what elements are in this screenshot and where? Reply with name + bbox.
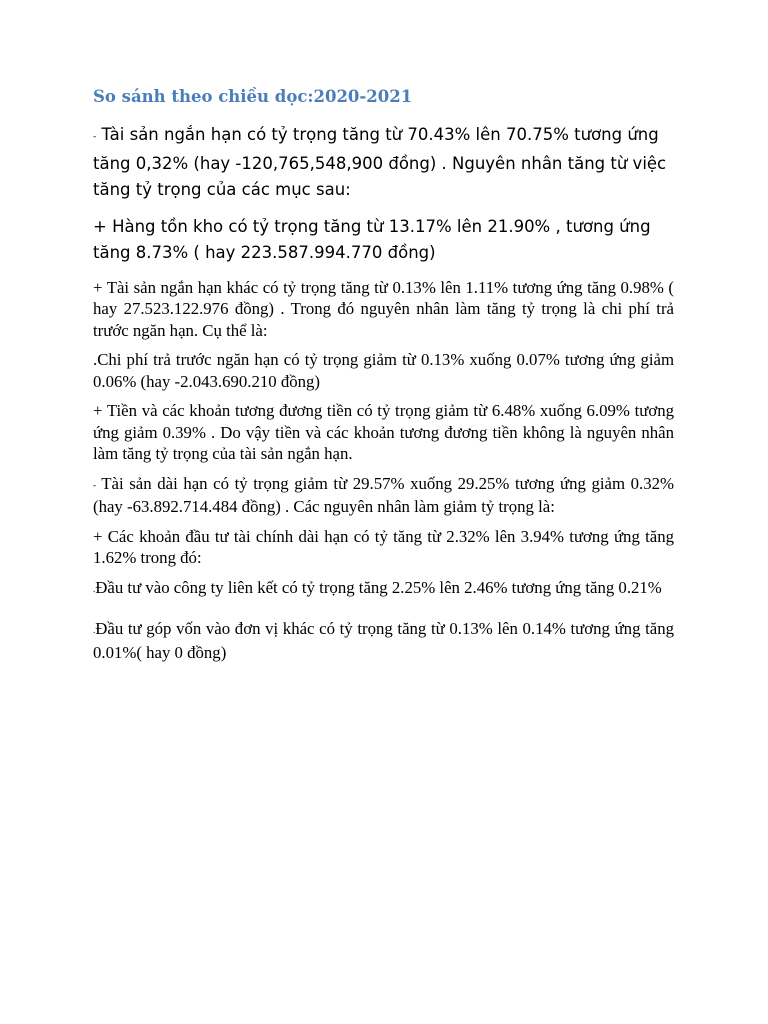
paragraph-text: + Tài sản ngắn hạn khác có tỷ trọng tăng từ 0.13% lên 1.11% tương ứng tăng 0.98% ( hay 27.523.122.976 đồng) . Trong đó nguyên nhân làm tăng tỷ trọng là chi phí trả trước ngăn hạn. Cụ thể là: bbox=[93, 277, 674, 340]
paragraph-text: + Tiền và các khoản tương đương tiền có tỷ trọng giảm từ 6.48% xuống 6.09% tương ứng giảm 0.39% . Do vậy tiền và các khoản tương đương tiền không là nguyên nhân làm tăng tỷ trọng của tài sản ngắn hạn. bbox=[93, 401, 674, 463]
page-title: So sánh theo chiều dọc:2020-2021 bbox=[93, 87, 413, 106]
paragraph-text: .Chi phí trả trước ngăn hạn có tỷ trọng giảm từ 0.13% xuống 0.07% tương ứng giảm 0.06% (hay -2.043.690.210 đồng) bbox=[93, 350, 674, 391]
paragraph-text: Tài sản dài hạn có tỷ trọng giảm từ 29.57% xuống 29.25% tương ứng giảm 0.32% (hay -63.892.714.484 đồng) . Các nguyên nhân làm giảm tỷ trọng là: bbox=[93, 473, 674, 516]
paragraph-long-term-investments bbox=[93, 526, 674, 569]
bullet-dash: - bbox=[93, 479, 96, 490]
bullet-dash: - bbox=[93, 132, 97, 142]
bullet-dot: . bbox=[93, 625, 96, 635]
paragraph-associate-investment bbox=[93, 577, 674, 601]
paragraph-text: + Hàng tồn kho có tỷ trọng tăng từ 13.17% lên 21.90% , tương ứng tăng 8.73% ( hay 223.587.994.770 đồng) bbox=[93, 216, 651, 262]
paragraph-prepaid-expenses bbox=[93, 349, 674, 392]
paragraph-text: Đầu tư góp vốn vào đơn vị khác có tỷ trọng tăng từ 0.13% lên 0.14% tương ứng tăng 0.01%( hay 0 đồng) bbox=[93, 619, 674, 662]
paragraph-other-short-term-assets bbox=[93, 277, 674, 342]
paragraph-cash bbox=[93, 400, 674, 465]
paragraph-other-entity-investment bbox=[93, 618, 674, 663]
paragraph-inventory bbox=[93, 214, 674, 267]
bullet-dot: . bbox=[93, 583, 96, 594]
paragraph-text: Tài sản ngắn hạn có tỷ trọng tăng từ 70.43% lên 70.75% tương ứng tăng 0,32% (hay -120,765,548,900 đồng) . Nguyên nhân tăng từ việc tăng tỷ trọng của các mục sau: bbox=[93, 125, 667, 199]
paragraph-short-term-assets bbox=[93, 122, 674, 204]
paragraph-text: Đầu tư vào công ty liên kết có tỷ trọng tăng 2.25% lên 2.46% tương ứng tăng 0.21% bbox=[95, 577, 662, 597]
paragraph-long-term-assets bbox=[93, 473, 674, 518]
paragraph-text: + Các khoản đầu tư tài chính dài hạn có tỷ tăng từ 2.32% lên 3.94% tương ứng tăng 1.62% trong đó: bbox=[93, 526, 674, 567]
document-page bbox=[93, 84, 674, 671]
